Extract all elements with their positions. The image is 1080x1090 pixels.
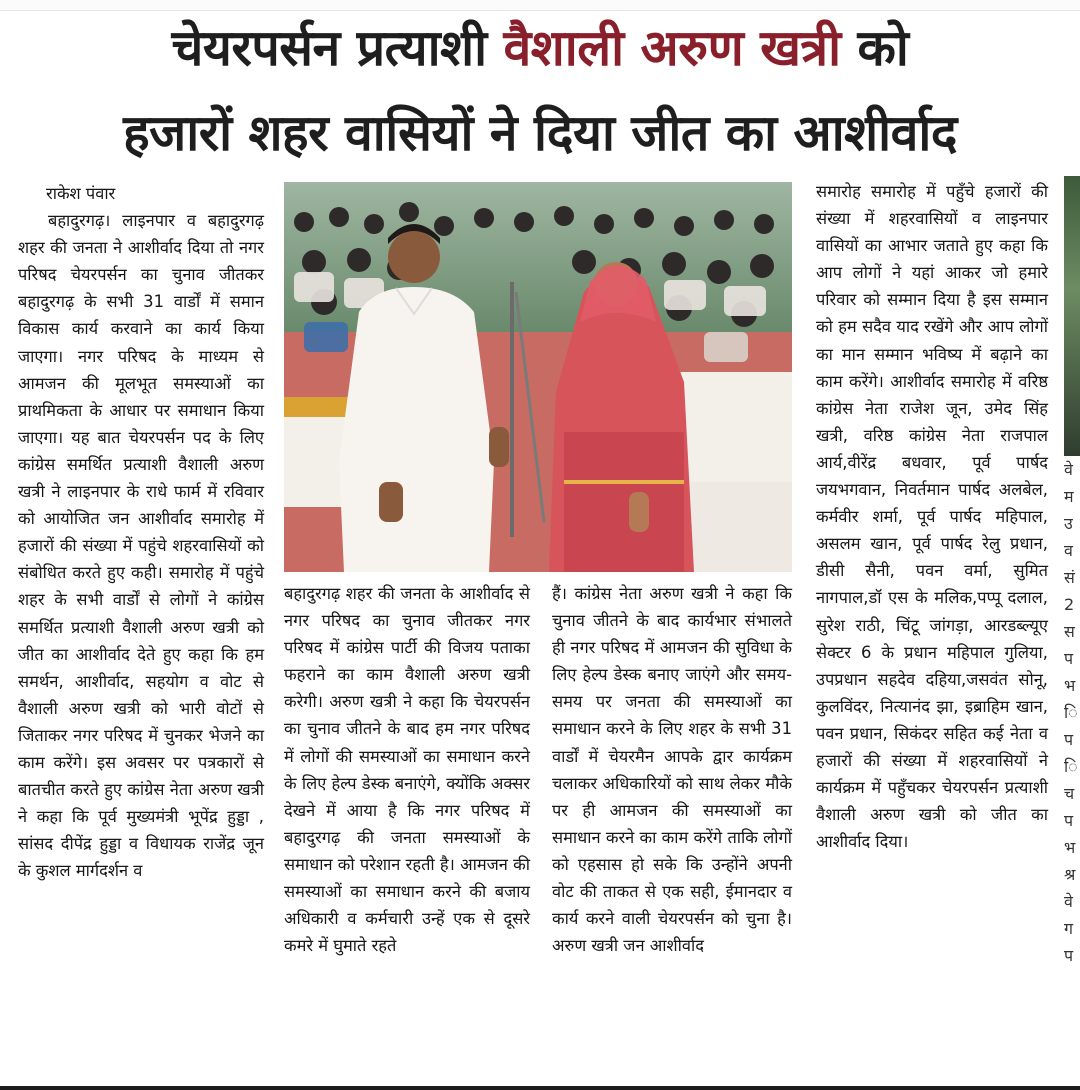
edge-fragment: ि xyxy=(1064,703,1078,722)
edge-fragment: सं xyxy=(1064,568,1075,587)
edge-fragment: उ xyxy=(1064,514,1073,533)
edge-fragment: ि xyxy=(1064,757,1078,776)
headline-line-1-post: को xyxy=(840,19,909,77)
edge-fragment: भ xyxy=(1064,838,1076,857)
edge-fragment: भ xyxy=(1064,676,1076,695)
article-column-4 xyxy=(816,178,1048,855)
edge-fragment: व xyxy=(1064,541,1073,560)
headline-line-1 xyxy=(0,19,1080,77)
news-photo-illustration xyxy=(284,182,792,572)
edge-fragment: वे xyxy=(1064,892,1073,911)
article-column-3-text: हैं। कांग्रेस नेता अरुण खत्री ने कहा कि चुनाव जीतने के बाद कार्यभार संभालते ही नगर परिषद में आमजन की सुविधा के लिए हेल्प डेस्क बनाए जाएंगे और समय-समय पर जनता की समस्याओं का समाधान करने के लिए शहर के सभी 31 वार्डों में चेयरमैन आपके द्वार कार्यक्रम चलाकर अधिकारियों को साथ लेकर मौके पर ही आमजन की समस्याओं का समाधान करने का काम करेंगे ताकि लोगों को एहसास हो सके कि उन्होंने अपनी वोट की ताकत से एक सही, ईमानदार व कार्य करने वाली चेयरपर्सन को चुना है। अरुण खत्री जन आशीर्वाद xyxy=(552,584,792,956)
headline-line-2: हजारों शहर वासियों ने दिया जीत का आशीर्वाद xyxy=(123,104,957,162)
edge-fragment: प xyxy=(1064,649,1074,668)
previous-page-strip xyxy=(0,0,1080,11)
news-photo xyxy=(284,182,792,572)
adjacent-photo-edge xyxy=(1064,176,1080,456)
edge-fragment: प xyxy=(1064,730,1074,749)
edge-fragment: श्र xyxy=(1064,865,1076,884)
byline: राकेश पंवार xyxy=(46,184,116,203)
headline-candidate-name: वैशाली अरुण खत्री xyxy=(503,19,841,77)
article-column-1-text: बहादुरगढ़। लाइनपार व बहादुरगढ़ शहर की जनता ने आशीर्वाद दिया तो नगर परिषद चेयरपर्सन का चुनाव जीतकर बहादुरगढ़ के सभी 31 वार्डों में समान विकास कार्य करवाने का कार्य किया जाएगा। नगर परिषद के माध्यम से आमजन की मूलभूत समस्याओं का प्राथमिकता के आधार पर समाधान किया जाएगा। यह बात चेयरपर्सन पद के लिए कांग्रेस समर्थित प्रत्याशी वैशाली अरुण खत्री ने लाइनपार के राधे फार्म में रविवार को आयोजित जन आशीर्वाद समारोह में हजारों की संख्या में पहुंचे शहरवासियों को संबोधित करते हुए कही। समारोह में पहुंचे शहर के सभी वार्डों से लोगों ने कांग्रेस समर्थित प्रत्याशी वैशाली अरुण खत्री को जीत का आशीर्वाद देते हुए कहा कि हम समर्थन, आशीर्वाद, सहयोग व वोट से वैशाली अरुण खत्री को भारी वोटों से जिताकर नगर परिषद में चुनकर भेजने का काम करेंगे। इस अवसर पर पत्रकारों से बातचीत करते हुए कांग्रेस नेता अरुण खत्री ने कहा कि पूर्व मुख्यमंत्री भूपेंद्र हुड्डा , सांसद दीपेंद्र हुड्डा व विधायक राजेंद्र जून के कुशल मार्गदर्शन व xyxy=(18,211,264,881)
article-column-2 xyxy=(284,580,530,959)
article-column-3 xyxy=(552,580,792,959)
edge-fragment: प xyxy=(1064,811,1074,830)
edge-fragment: वे xyxy=(1064,460,1073,479)
bottom-rule xyxy=(0,1086,1080,1090)
edge-fragment: 2 xyxy=(1064,595,1075,614)
article-column-1 xyxy=(18,180,264,884)
edge-fragment: च xyxy=(1064,784,1075,803)
edge-fragment: प xyxy=(1064,946,1074,965)
article-column-2-text: बहादुरगढ़ शहर की जनता के आशीर्वाद से नगर परिषद का चुनाव जीतकर नगर परिषद में कांग्रेस पार्टी की विजय पताका फहराने का काम वैशाली अरुण खत्री करेगी। अरुण खत्री ने कहा कि चेयरपर्सन का चुनाव जीतने के बाद हम नगर परिषद में लोगों की समस्याओं का समाधान करने के लिए हेल्प डेस्क बनाएंगे, क्योंकि अक्सर देखने में आया है कि नगर परिषद में बहादुरगढ़ की जनता समस्याओं के समाधान को परेशान रहती है। आमजन की समस्याओं का समाधान करने की बजाय अधिकारी व कर्मचारी उन्हें एक से दूसरे कमरे में घुमाते रहते xyxy=(284,584,530,956)
adjacent-article-edge xyxy=(1064,176,1080,1090)
article-column-4-text: समारोह समारोह में पहुँचे हजारों की संख्या में शहरवासियों व लाइनपार वासियों का आभार जताते हुए कहा कि आप लोगों ने यहां आकर जो हमारे परिवार को सम्मान दिया है इस सम्मान को हम सदैव याद रखेंगे और आप लोगों का मान सम्मान भविष्य में बढ़ाने का काम करेंगे। आशीर्वाद समारोह में वरिष्ठ कांग्रेस नेता राजेश जून, उमेद सिंह खत्री, वरिष्ठ कांग्रेस नेता राजपाल आर्य,वीरेंद्र बधवार, पूर्व पार्षद जयभगवान, निवर्तमान पार्षद अलबेल, कर्मवीर शर्मा, पूर्व पार्षद महिपाल, असलम खान, पूर्व पार्षद रेलु प्रधान, डीसी सैनी, पवन वर्मा, सुमित नागपाल,डॉ एस के मलिक,पप्पू दलाल, सुरेश राठी, चिंटू जांगड़ा, आरडब्ल्यूए सेक्टर 6 के प्रधान महिपाल गुलिया, उपप्रधान सहदेव दहिया,जसवंत सोनू, कुलविंदर, नित्यानंद झा, इब्राहिम खान, पवन प्रधान, सिकंदर सहित कई नेता व हजारों की संख्या में शहरवासियों ने कार्यक्रम में पहुँचकर चेयरपर्सन प्रत्याशी वैशाली अरुण खत्री को जीत का आशीर्वाद दिया। xyxy=(816,182,1048,852)
headline-line-1-pre: चेयरपर्सन प्रत्याशी xyxy=(171,19,504,77)
edge-fragment: स xyxy=(1064,622,1075,641)
edge-fragment: ग xyxy=(1064,919,1074,938)
adjacent-text-edge xyxy=(1064,456,1080,969)
edge-fragment: म xyxy=(1064,487,1074,506)
